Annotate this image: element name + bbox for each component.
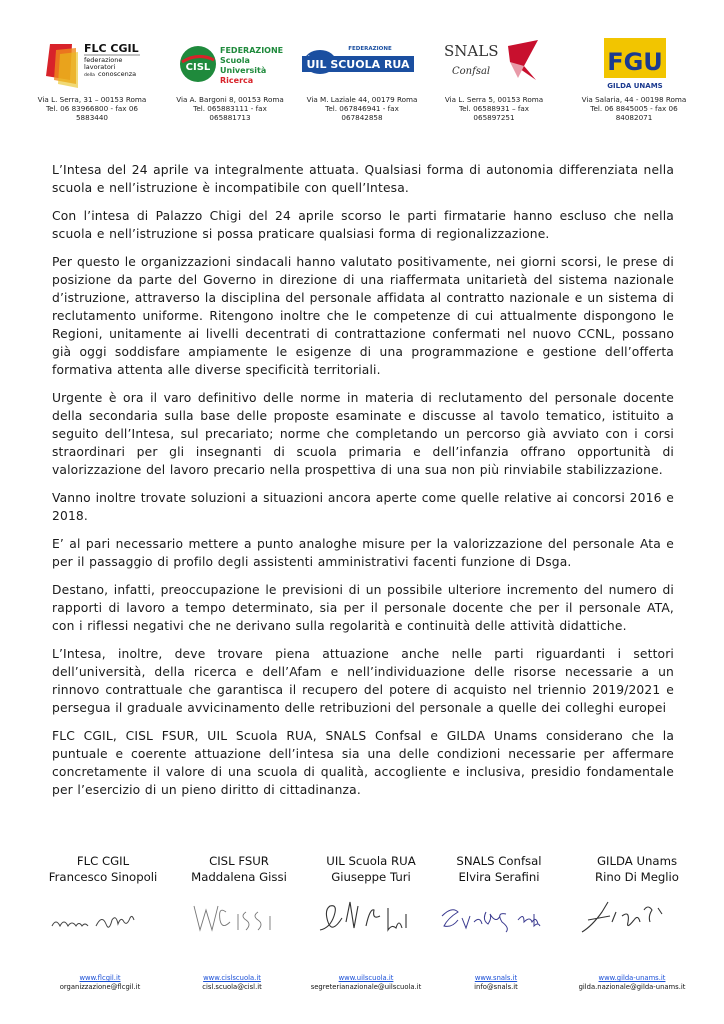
paragraph: E’ al pari necessario mettere a punto analoghe misure per la valorizzazione del personale Ata e per il passaggio di profilo degli assistenti amministrativi facenti funzione di Dsga.: [52, 537, 674, 569]
snals-logo-sub: Confsal: [452, 66, 491, 77]
address-gilda: Via Salaria, 44 - 00198 Roma Tel. 06 8845005 - fax 06 84082071: [581, 95, 687, 122]
snals-confsal-logo: [438, 36, 548, 92]
flc-cgil-logo: [42, 36, 142, 92]
signatory-gilda: GILDA Unams Rino Di Meglio: [595, 854, 679, 884]
footer-mail-gilda[interactable]: gilda.nazionale@gilda-unams.it: [578, 982, 686, 991]
uil-scuola-logo: [302, 36, 414, 92]
flc-logo-l2: federazione: [84, 56, 123, 64]
footer-mail-flc[interactable]: organizzazione@flcgil.it: [59, 982, 141, 991]
uil-logo-top: FEDERAZIONE: [348, 46, 392, 52]
footer-mail-cisl[interactable]: cisl.scuola@cisl.it: [202, 982, 262, 991]
signature-dimeglio: [568, 892, 688, 942]
signatory-uil: UIL Scuola RUA Giuseppe Turi: [326, 854, 416, 884]
cisl-mark: CISL: [185, 62, 211, 73]
flc-logo-l3: lavoratori: [84, 63, 116, 71]
paragraph: Urgente è ora il varo definitivo delle norme in materia di reclutamento del personale docente della secondaria sulla base delle proposte esaminate e discusse al tavolo tematico, istituito a seguito dell’Intesa, sul precariato; norme che completando un percorso già avviato con i corsi straordinari per gli insegnanti di scuola primaria e dell’infanzia offrano opportunità di valorizzazione del lavoro precario nella prospettiva di una sua non più rinviabile stabilizzazione.: [52, 391, 674, 477]
footer-gilda: [562, 974, 702, 991]
snals-logo-main: SNALS: [444, 42, 499, 60]
paragraph: Vanno inoltre trovate soluzioni a situazioni ancora aperte come quelle relative ai concorsi 2016 e 2018.: [52, 491, 674, 523]
footer-link-flc[interactable]: www.flcgil.it: [79, 974, 121, 982]
footer-cisl: [162, 974, 302, 991]
footer-link-gilda[interactable]: www.gilda-unams.it: [598, 974, 666, 982]
footer-snals: [426, 974, 566, 991]
signatory-snals: SNALS Confsal Elvira Serafini: [456, 854, 542, 884]
footer-row: [30, 974, 702, 996]
uil-logo-main: UIL SCUOLA RUA: [306, 58, 410, 71]
signature-turi: [310, 892, 430, 942]
cisl-logo-l4: Ricerca: [220, 76, 254, 85]
cisl-logo-l3: Università: [220, 66, 267, 75]
flc-logo-l5: conoscenza: [98, 70, 137, 78]
footer-mail-uil[interactable]: segreterianazionale@uilscuola.it: [310, 982, 422, 991]
address-uil: Via M. Laziale 44, 00179 Roma Tel. 067846941 - fax 067842858: [306, 95, 418, 122]
signatory-cisl: CISL FSUR Maddalena Gissi: [191, 854, 287, 884]
gilda-unams-logo: [590, 36, 680, 92]
footer-link-cisl[interactable]: www.cislscuola.it: [203, 974, 261, 982]
gilda-logo-main: FGU: [607, 48, 663, 76]
paragraph: L’Intesa, inoltre, deve trovare piena attuazione anche nelle parti riguardanti i settori dell’università, della ricerca e dell’Afam e nell’individuazione delle risorse necessarie a un rinnovo contrattuale che garantisca il recupero del potere di acquisto nel triennio 2019/2021 e persegua il graduale avvicinamento delle retribuzioni del personale a quelle dei colleghi europei: [52, 647, 674, 715]
gilda-logo-sub: GILDA UNAMS: [607, 82, 663, 90]
footer-link-snals[interactable]: www.snals.it: [474, 974, 518, 982]
cisl-logo-l1: FEDERAZIONE: [220, 46, 284, 55]
address-cisl: Via A. Bargoni 8, 00153 Roma Tel. 065883111 - fax 065881713: [176, 95, 284, 122]
address-flc: Via L. Serra, 31 – 00153 Roma Tel. 06 83966800 - fax 06 5883440: [37, 95, 147, 122]
signature-gissi: [180, 892, 300, 942]
address-row: [30, 95, 702, 127]
footer-uil: [296, 974, 436, 991]
paragraph: L’Intesa del 24 aprile va integralmente attuata. Qualsiasi forma di autonomia differenziata nella scuola e nell’istruzione è incompatibile con quell’Intesa.: [52, 163, 674, 195]
cisl-logo: [178, 36, 288, 92]
footer-mail-snals[interactable]: info@snals.it: [474, 982, 518, 991]
paragraph: FLC CGIL, CISL FSUR, UIL Scuola RUA, SNALS Confsal e GILDA Unams considerano che la puntuale e coerente attuazione dell’intesa sia una delle condizioni necessarie per affermare concretamente il valore di una scuola di qualità, accogliente e inclusiva, presidio fondamentale per l’esercizio di un pieno diritto di cittadinanza.: [52, 729, 674, 797]
header-logos: [30, 36, 702, 92]
signature-sinopoli: [44, 892, 164, 942]
paragraph: Per questo le organizzazioni sindacali hanno valutato positivamente, nei giorni scorsi, le prese di posizione da parte del Governo in direzione di una riaffermata unitarietà del sistema nazionale d’istruzione, attraverso la disciplina del personale affidata al contratto nazionale e un sistema di reclutamento uniforme. Ritengono inoltre che le competenze di cui attualmente dispongono le Regioni, unitamente ai livelli decentrati di contrattazione confermati nel nuovo CCNL, possano già oggi soddisfare ampiamente le esigenze di una programmazione e gestione dell’offerta formativa attenta alle diverse specificità territoriali.: [52, 255, 674, 377]
signature-serafini: [434, 892, 554, 942]
flc-logo-title: FLC CGIL: [84, 42, 139, 55]
footer-link-uil[interactable]: www.uilscuola.it: [338, 974, 394, 982]
signatures-row: [30, 892, 702, 942]
signatory-flc: FLC CGIL Francesco Sinopoli: [48, 854, 158, 884]
address-snals: Via L. Serra 5, 00153 Roma Tel. 06588931 – fax 065897251: [444, 95, 544, 122]
document-body: [52, 161, 674, 809]
cisl-logo-l2: Scuola: [220, 56, 250, 65]
signatories-row: [30, 853, 702, 893]
flc-logo-l4: della: [84, 73, 95, 78]
paragraph: Destano, infatti, preoccupazione le previsioni di un possibile ulteriore incremento del numero di rapporti di lavoro a tempo determinato, sia per il personale docente che per il personale ATA, con i riflessi negativi che ne derivano sulla regolarità e continuità delle attività didattiche.: [52, 583, 674, 633]
paragraph: Con l’intesa di Palazzo Chigi del 24 aprile scorso le parti firmatarie hanno escluso che nella scuola e nell’istruzione si possa praticare qualsiasi forma di regionalizzazione.: [52, 209, 674, 241]
footer-flc: [30, 974, 170, 991]
